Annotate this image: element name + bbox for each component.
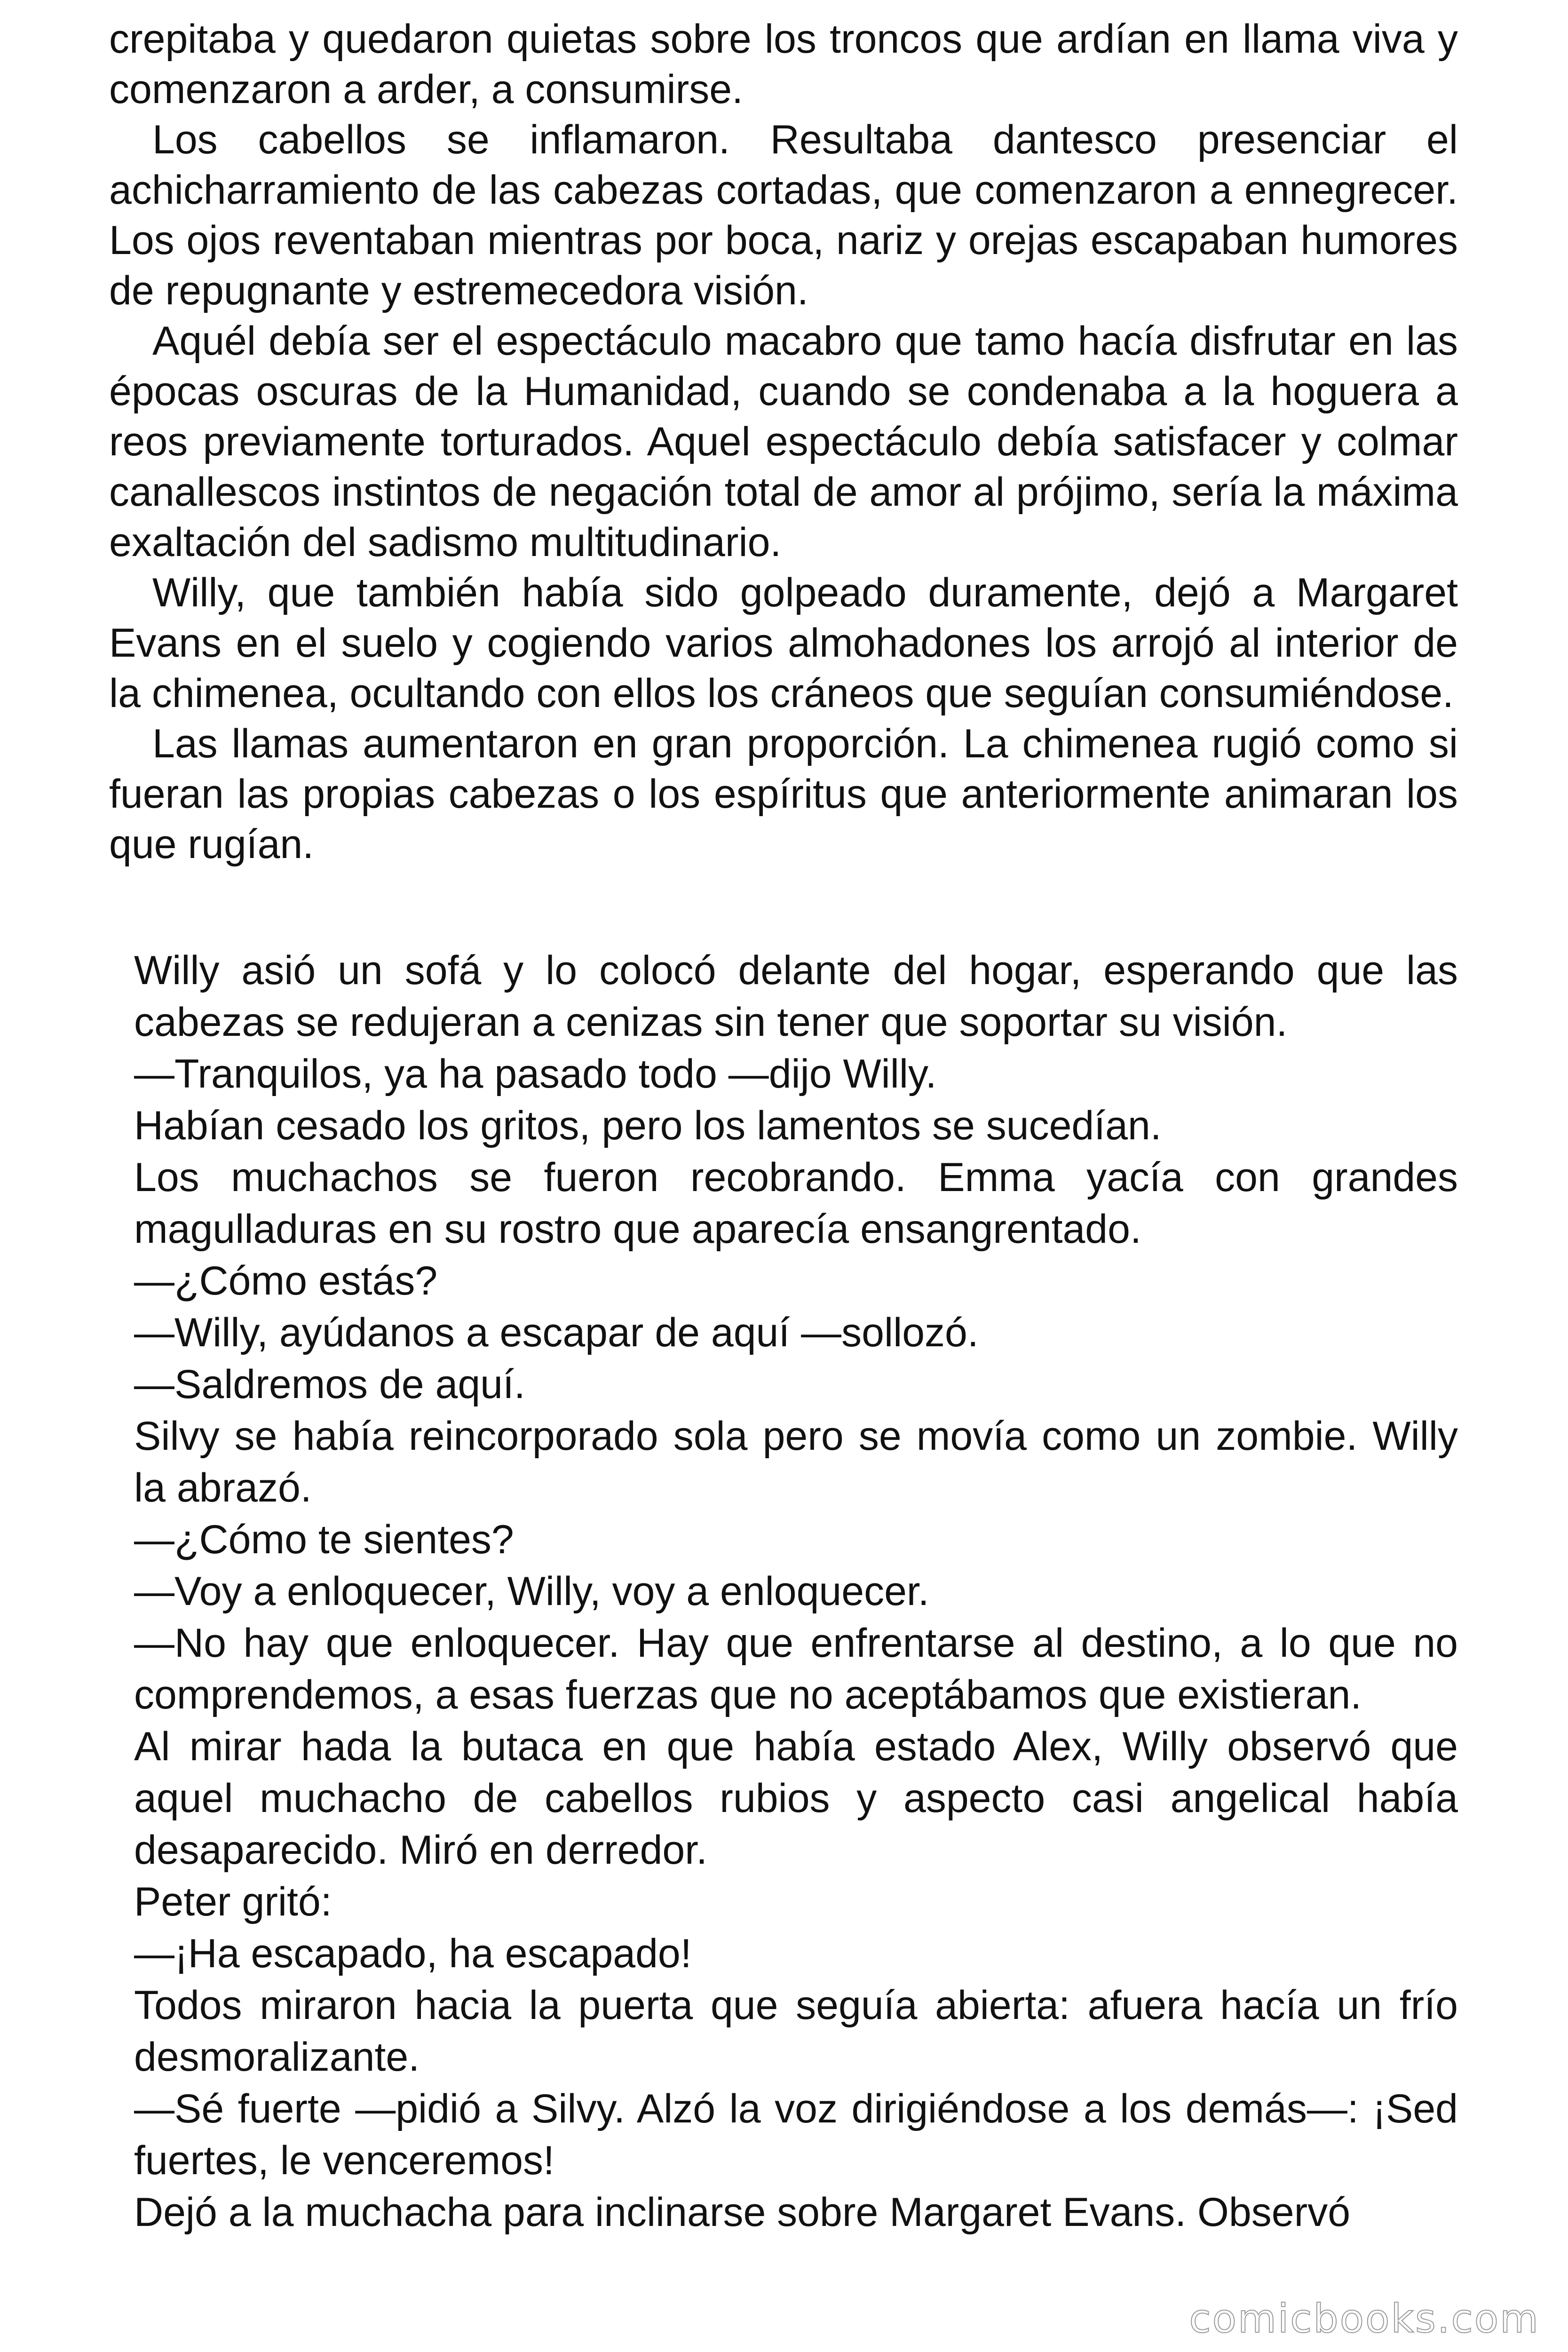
dialogue-line: —¿Cómo estás? <box>134 1258 438 1303</box>
paragraph: Dejó a la muchacha para inclinarse sobre Margaret Evans. Observó <box>134 2190 1351 2235</box>
indented-paragraphs <box>109 14 1458 870</box>
dialogue-line: —Voy a enloquecer, Willy, voy a enloquecer. <box>134 1569 929 1614</box>
dialogue-line: —Sé fuerte —pidió a Silvy. Alzó la voz dirigiéndose a los demás—: ¡Sed fuertes, le venceremos! <box>134 2086 1458 2183</box>
paragraph: Habían cesado los gritos, pero los lamentos se sucedían. <box>134 1103 1162 1148</box>
paragraph-continuation: crepitaba y quedaron quietas sobre los troncos que ardían en llama viva y comenzaron a arder, a consumirse. <box>109 16 1458 112</box>
paragraph: Silvy se había reincorporado sola pero se movía como un zombie. Willy la abrazó. <box>134 1414 1458 1510</box>
dialogue-line: —No hay que enloquecer. Hay que enfrentarse al destino, a lo que no comprendemos, a esas fuerzas que no aceptábamos que existieran. <box>134 1621 1458 1717</box>
paragraph: Willy, que también había sido golpeado duramente, dejó a Margaret Evans en el suelo y cogiendo varios almohadones los arrojó al interior de la chimenea, ocultando con ellos los cráneos que seguían consumiéndose. <box>109 570 1458 716</box>
paragraph: Los cabellos se inflamaron. Resultaba dantesco presenciar el achicharramiento de las cabezas cortadas, que comenzaron a ennegrecer. Los ojos reventaban mientras por boca, nariz y orejas escapaban humores de repugnante y estremecedora visión. <box>109 117 1458 313</box>
dialogue-paragraphs <box>134 945 1458 2238</box>
dialogue-line: —Saldremos de aquí. <box>134 1362 525 1407</box>
paragraph: Las llamas aumentaron en gran proporción. La chimenea rugió como si fueran las propias cabezas o los espíritus que anteriormente animaran los que rugían. <box>109 721 1458 867</box>
dialogue-line: —Tranquilos, ya ha pasado todo —dijo Willy. <box>134 1051 937 1097</box>
paragraph: Al mirar hada la butaca en que había estado Alex, Willy observó que aquel muchacho de cabellos rubios y aspecto casi angelical había desaparecido. Miró en derredor. <box>134 1724 1458 1873</box>
paragraph: Todos miraron hacia la puerta que seguía abierta: afuera hacía un frío desmoralizante. <box>134 1983 1458 2080</box>
dialogue-line: —Willy, ayúdanos a escapar de aquí —sollozó. <box>134 1310 979 1355</box>
dialogue-line: —¡Ha escapado, ha escapado! <box>134 1931 692 1976</box>
site-watermark: comicbooks.com <box>1189 2296 1540 2342</box>
paragraph: Aquél debía ser el espectáculo macabro que tamo hacía disfrutar en las épocas oscuras de la Humanidad, cuando se condenaba a la hoguera a reos previamente torturados. Aquel espectáculo debía satisfacer y colmar canallescos instintos de negación total de amor al prójimo, sería la máxima exaltación del sadismo multitudinario. <box>109 318 1458 565</box>
paragraph: Los muchachos se fueron recobrando. Emma yacía con grandes magulladuras en su rostro que aparecía ensangrentado. <box>134 1155 1458 1252</box>
dialogue-line: —¿Cómo te sientes? <box>134 1517 514 1562</box>
paragraph: Peter gritó: <box>134 1879 332 1924</box>
paragraph: Willy asió un sofá y lo colocó delante del hogar, esperando que las cabezas se redujeran a cenizas sin tener que soportar su visión. <box>134 948 1458 1045</box>
